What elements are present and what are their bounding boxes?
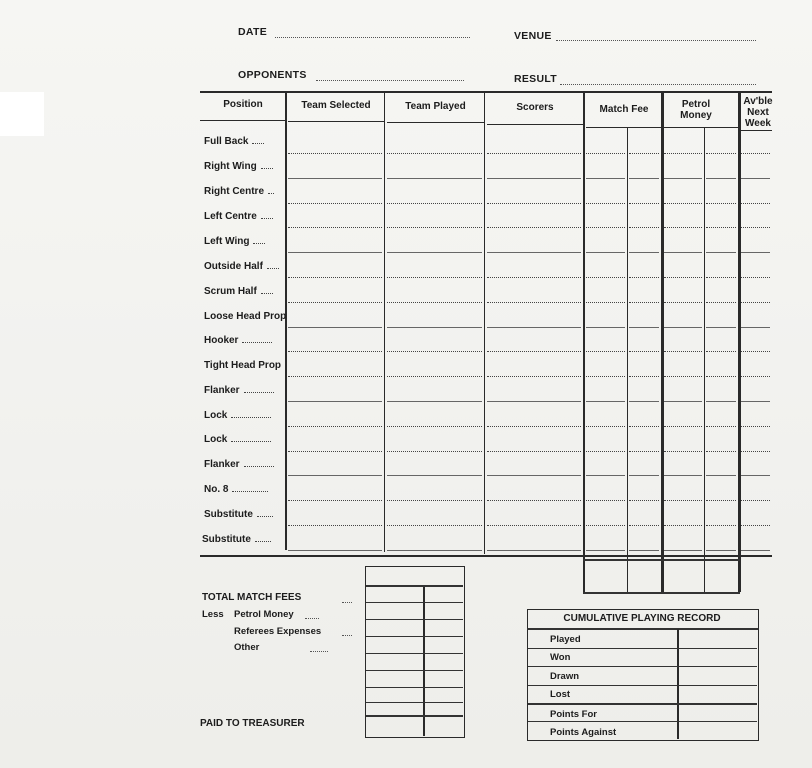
- cumulative-record-title: CUMULATIVE PLAYING RECORD: [563, 613, 721, 624]
- entry-line[interactable]: [487, 475, 581, 476]
- date-field[interactable]: [275, 37, 470, 38]
- entry-line[interactable]: [629, 451, 659, 452]
- entry-line[interactable]: [664, 252, 702, 253]
- entry-line[interactable]: [487, 227, 581, 228]
- entry-line[interactable]: [387, 227, 482, 228]
- header-underline: [200, 120, 286, 121]
- entry-line[interactable]: [586, 500, 625, 501]
- position-row: Flanker: [204, 385, 274, 396]
- header-underline: [586, 127, 662, 128]
- position-row: Substitute: [204, 509, 273, 520]
- position-row: Lock: [204, 434, 271, 445]
- record-lost: Lost: [550, 689, 571, 700]
- entry-line[interactable]: [487, 451, 581, 452]
- entry-line[interactable]: [487, 376, 581, 377]
- entry-line[interactable]: [629, 327, 659, 328]
- position-row: Loose Head Prop: [204, 311, 287, 322]
- header-petrol-money: Petrol Money: [680, 99, 712, 121]
- entry-line[interactable]: [706, 351, 736, 352]
- entry-line[interactable]: [741, 153, 770, 154]
- fees-box-line: [366, 715, 463, 717]
- venue-field[interactable]: [556, 40, 756, 41]
- entry-line[interactable]: [706, 153, 736, 154]
- header-underline: [487, 124, 583, 125]
- header-available-next-week: Av'ble Next Week: [743, 96, 773, 129]
- entry-line[interactable]: [487, 525, 581, 526]
- fees-box-line: [366, 702, 463, 703]
- entry-line[interactable]: [629, 351, 659, 352]
- entry-line[interactable]: [741, 500, 770, 501]
- entry-line[interactable]: [741, 277, 770, 278]
- entry-line[interactable]: [629, 252, 659, 253]
- entry-line[interactable]: [629, 178, 659, 179]
- entry-line[interactable]: [741, 475, 770, 476]
- total-match-fees-label: TOTAL MATCH FEES: [202, 592, 302, 603]
- entry-line[interactable]: [741, 426, 770, 427]
- entry-line[interactable]: [664, 203, 702, 204]
- entry-line[interactable]: [487, 550, 581, 551]
- header-underline: [387, 122, 484, 123]
- entry-line[interactable]: [664, 525, 702, 526]
- column-divider: [704, 128, 705, 592]
- entry-line[interactable]: [288, 475, 382, 476]
- entry-line[interactable]: [664, 327, 702, 328]
- entry-line[interactable]: [288, 203, 382, 204]
- record-title-rule: [527, 628, 758, 630]
- entry-line[interactable]: [664, 451, 702, 452]
- entry-line[interactable]: [586, 203, 625, 204]
- header-underline: [664, 127, 738, 128]
- entry-line[interactable]: [629, 277, 659, 278]
- date-label: DATE: [238, 26, 268, 38]
- entry-line[interactable]: [586, 475, 625, 476]
- entry-line[interactable]: [629, 475, 659, 476]
- entry-line[interactable]: [387, 153, 482, 154]
- position-row: Right Wing: [204, 161, 273, 172]
- entry-line[interactable]: [288, 376, 382, 377]
- column-divider: [738, 92, 741, 592]
- entry-line[interactable]: [741, 401, 770, 402]
- entry-line[interactable]: [288, 302, 382, 303]
- entry-line[interactable]: [629, 227, 659, 228]
- entry-line[interactable]: [487, 327, 581, 328]
- entry-line[interactable]: [664, 426, 702, 427]
- paid-to-treasurer-label: PAID TO TREASURER: [200, 718, 305, 729]
- record-points-against: Points Against: [550, 727, 617, 738]
- fees-box-line: [366, 687, 463, 688]
- result-label: RESULT: [514, 73, 558, 85]
- header-team-selected: Team Selected: [301, 100, 371, 111]
- position-row: Scrum Half: [204, 286, 273, 297]
- entry-line[interactable]: [586, 451, 625, 452]
- record-row-line: [528, 666, 757, 667]
- entry-line[interactable]: [586, 550, 625, 551]
- entry-line[interactable]: [387, 252, 482, 253]
- entry-line[interactable]: [664, 475, 702, 476]
- header-underline: [288, 121, 384, 122]
- entry-line[interactable]: [706, 401, 736, 402]
- column-divider: [627, 128, 628, 592]
- less-label: Less: [202, 609, 224, 620]
- entry-line[interactable]: [487, 153, 581, 154]
- column-divider: [661, 92, 664, 592]
- torn-corner: [0, 92, 44, 136]
- position-row: Left Wing: [204, 236, 265, 247]
- entry-line[interactable]: [288, 401, 382, 402]
- fees-box-line: [366, 636, 463, 637]
- entry-line[interactable]: [706, 376, 736, 377]
- entry-line[interactable]: [387, 277, 482, 278]
- entry-line[interactable]: [387, 451, 482, 452]
- entry-line[interactable]: [629, 302, 659, 303]
- position-row: Substitute: [202, 534, 271, 545]
- entry-line[interactable]: [586, 227, 625, 228]
- entry-line[interactable]: [664, 401, 702, 402]
- opponents-field[interactable]: [316, 80, 464, 81]
- entry-line[interactable]: [664, 178, 702, 179]
- entry-line[interactable]: [387, 302, 482, 303]
- entry-line[interactable]: [629, 550, 659, 551]
- column-divider: [384, 92, 385, 552]
- entry-line[interactable]: [586, 327, 625, 328]
- fees-box-line: [366, 670, 463, 671]
- header-underline: [741, 130, 772, 131]
- entry-line[interactable]: [741, 550, 770, 551]
- entry-line[interactable]: [706, 500, 736, 501]
- record-won: Won: [550, 652, 571, 663]
- entry-line[interactable]: [487, 203, 581, 204]
- entry-line[interactable]: [288, 351, 382, 352]
- position-row: Left Centre: [204, 211, 273, 222]
- leader-dots: [342, 635, 352, 636]
- entry-line[interactable]: [288, 500, 382, 501]
- entry-line[interactable]: [288, 426, 382, 427]
- entry-line[interactable]: [741, 525, 770, 526]
- entry-line[interactable]: [487, 277, 581, 278]
- entry-line[interactable]: [706, 203, 736, 204]
- entry-line[interactable]: [706, 178, 736, 179]
- position-row: Outside Half: [204, 261, 279, 272]
- leader-dots: [310, 651, 328, 652]
- entry-line[interactable]: [741, 252, 770, 253]
- entry-line[interactable]: [288, 525, 382, 526]
- position-row: Tight Head Prop: [204, 360, 282, 371]
- opponents-label: OPPONENTS: [238, 69, 307, 81]
- fees-box-line: [366, 619, 463, 620]
- entry-line[interactable]: [706, 277, 736, 278]
- entry-line[interactable]: [741, 351, 770, 352]
- entry-line[interactable]: [664, 227, 702, 228]
- position-row: Full Back: [204, 136, 264, 147]
- entry-line[interactable]: [387, 401, 482, 402]
- entry-line[interactable]: [586, 302, 625, 303]
- position-row: Hooker: [204, 335, 272, 346]
- entry-line[interactable]: [706, 302, 736, 303]
- entry-line[interactable]: [629, 426, 659, 427]
- entry-line[interactable]: [288, 277, 382, 278]
- entry-line[interactable]: [387, 426, 482, 427]
- other-label: Other: [234, 642, 260, 653]
- entry-line[interactable]: [487, 401, 581, 402]
- entry-line[interactable]: [706, 475, 736, 476]
- header-position: Position: [223, 99, 263, 110]
- fee-total-bottom: [583, 592, 740, 594]
- fees-box-line: [366, 585, 463, 587]
- entry-line[interactable]: [387, 525, 482, 526]
- entry-line[interactable]: [586, 252, 625, 253]
- venue-label: VENUE: [514, 30, 552, 42]
- entry-line[interactable]: [706, 451, 736, 452]
- entry-line[interactable]: [706, 550, 736, 551]
- entry-line[interactable]: [664, 376, 702, 377]
- entry-line[interactable]: [741, 327, 770, 328]
- header-team-played: Team Played: [405, 101, 466, 112]
- entry-line[interactable]: [586, 153, 625, 154]
- entry-line[interactable]: [586, 351, 625, 352]
- entry-line[interactable]: [387, 178, 482, 179]
- entry-line[interactable]: [586, 401, 625, 402]
- entry-line[interactable]: [741, 376, 770, 377]
- entry-line[interactable]: [487, 252, 581, 253]
- entry-line[interactable]: [387, 500, 482, 501]
- entry-line[interactable]: [288, 252, 382, 253]
- entry-line[interactable]: [629, 525, 659, 526]
- column-divider: [484, 92, 485, 554]
- leader-dots: [342, 602, 352, 603]
- entry-line[interactable]: [387, 203, 482, 204]
- entry-line[interactable]: [741, 203, 770, 204]
- fees-box-divider: [423, 585, 425, 736]
- entry-line[interactable]: [586, 178, 625, 179]
- entry-line[interactable]: [487, 302, 581, 303]
- entry-line[interactable]: [741, 227, 770, 228]
- entry-line[interactable]: [387, 327, 482, 328]
- entry-line[interactable]: [387, 351, 482, 352]
- record-row-line: [528, 685, 757, 686]
- fees-box-line: [366, 602, 463, 603]
- fees-box: [365, 566, 465, 738]
- entry-line[interactable]: [741, 451, 770, 452]
- entry-line[interactable]: [664, 500, 702, 501]
- entry-line[interactable]: [288, 227, 382, 228]
- entry-line[interactable]: [664, 550, 702, 551]
- column-divider: [583, 92, 585, 592]
- fees-box-line: [366, 653, 463, 654]
- record-row-line: [528, 648, 757, 649]
- entry-line[interactable]: [288, 178, 382, 179]
- result-field[interactable]: [560, 84, 756, 85]
- entry-line[interactable]: [586, 376, 625, 377]
- entry-line[interactable]: [706, 327, 736, 328]
- entry-line[interactable]: [387, 376, 482, 377]
- entry-line[interactable]: [706, 227, 736, 228]
- entry-line[interactable]: [586, 277, 625, 278]
- record-drawn: Drawn: [550, 671, 580, 682]
- header-scorers: Scorers: [516, 102, 554, 113]
- record-row-line: [528, 703, 757, 705]
- entry-line[interactable]: [706, 426, 736, 427]
- entry-line[interactable]: [288, 327, 382, 328]
- entry-line[interactable]: [629, 401, 659, 402]
- entry-line[interactable]: [629, 203, 659, 204]
- entry-line[interactable]: [706, 525, 736, 526]
- entry-line[interactable]: [288, 550, 382, 551]
- entry-line[interactable]: [288, 153, 382, 154]
- entry-line[interactable]: [706, 252, 736, 253]
- entry-line[interactable]: [487, 351, 581, 352]
- entry-line[interactable]: [664, 351, 702, 352]
- entry-line[interactable]: [664, 153, 702, 154]
- position-row: Flanker: [204, 459, 274, 470]
- entry-line[interactable]: [586, 525, 625, 526]
- entry-line[interactable]: [629, 153, 659, 154]
- table-bottom-rule: [200, 555, 772, 557]
- header-match-fee: Match Fee: [599, 104, 649, 115]
- entry-line[interactable]: [487, 178, 581, 179]
- entry-line[interactable]: [288, 451, 382, 452]
- record-divider: [677, 629, 679, 739]
- entry-line[interactable]: [741, 178, 770, 179]
- entry-line[interactable]: [629, 376, 659, 377]
- entry-line[interactable]: [487, 426, 581, 427]
- entry-line[interactable]: [664, 277, 702, 278]
- position-row: Lock: [204, 410, 271, 421]
- entry-line[interactable]: [387, 550, 482, 551]
- leader-dots: [305, 618, 319, 619]
- petrol-money-label: Petrol Money: [234, 609, 294, 620]
- entry-line[interactable]: [586, 426, 625, 427]
- entry-line[interactable]: [387, 475, 482, 476]
- fee-total-top: [583, 559, 740, 561]
- position-row: Right Centre: [204, 186, 274, 197]
- record-points-for: Points For: [550, 709, 597, 720]
- entry-line[interactable]: [664, 302, 702, 303]
- position-row: No. 8: [204, 484, 268, 495]
- referees-expenses-label: Referees Expenses: [234, 626, 322, 637]
- entry-line[interactable]: [629, 500, 659, 501]
- record-row-line: [528, 721, 757, 722]
- entry-line[interactable]: [741, 302, 770, 303]
- entry-line[interactable]: [487, 500, 581, 501]
- record-played: Played: [550, 634, 581, 645]
